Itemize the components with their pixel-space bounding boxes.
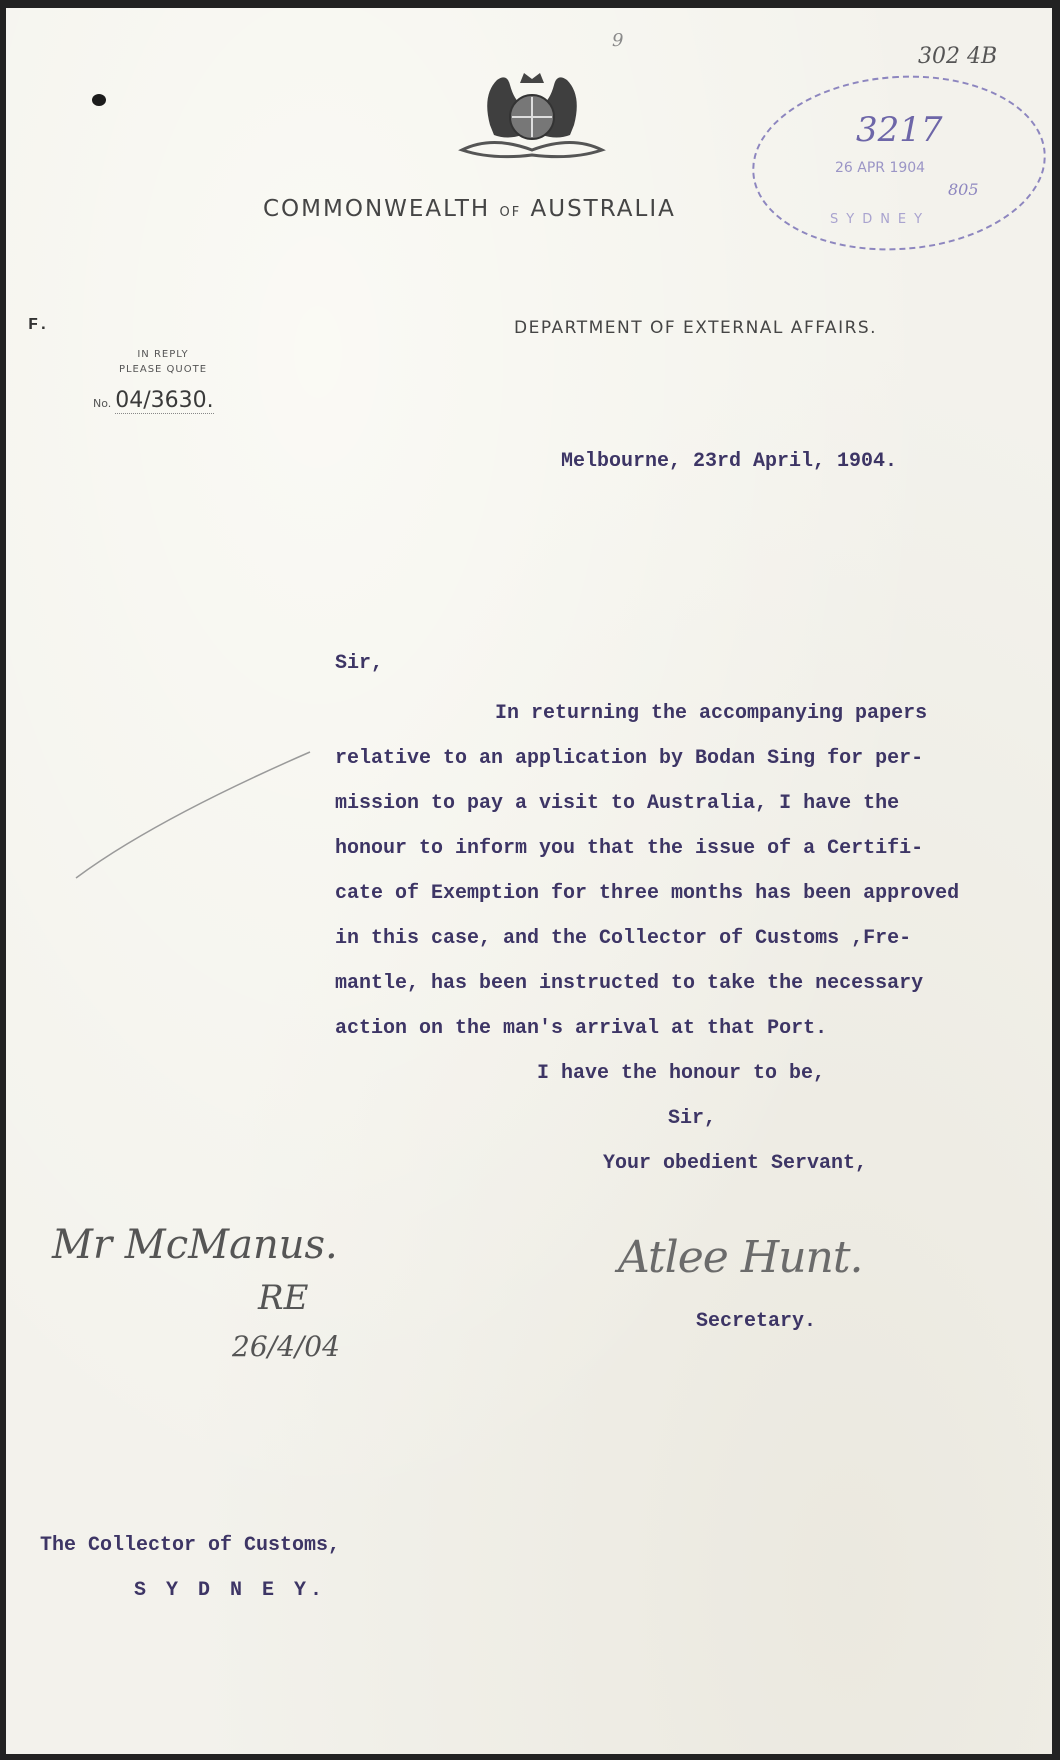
body-line-3: mission to pay a visit to Australia, I have the: [335, 792, 900, 815]
coat-of-arms-icon: [452, 55, 612, 165]
stamp-extra: 805: [948, 180, 979, 199]
scan-edge-right: [1052, 0, 1060, 1760]
letterhead-of: OF: [499, 205, 522, 220]
reply-line-2: PLEASE QUOTE: [118, 364, 208, 375]
body-line-8: action on the man's arrival at that Port.: [335, 1017, 828, 1040]
closing-line-2: Sir,: [668, 1107, 717, 1130]
letterhead-australia: AUSTRALIA: [530, 196, 676, 222]
date-line: Melbourne, 23rd April, 1904.: [561, 450, 898, 473]
file-annotation: 302 4B: [918, 44, 998, 69]
marginal-note-line-2: RE: [258, 1278, 309, 1318]
marginal-note-line-3: 26/4/04: [232, 1330, 340, 1363]
addressee-line-1: The Collector of Customs,: [40, 1534, 341, 1557]
pencil-stroke: [74, 750, 314, 880]
scan-edge-top: [0, 0, 1060, 8]
addressee-line-2: S Y D N E Y.: [134, 1579, 327, 1602]
punch-hole-mark: [92, 94, 106, 106]
reply-ref-number: 04/3630.: [115, 388, 214, 413]
body-line-2: relative to an application by Bodan Sing for per-: [335, 747, 924, 770]
body-line-4: honour to inform you that the issue of a Certifi-: [335, 837, 924, 860]
scan-edge-bottom: [0, 1754, 1060, 1760]
department-name: DEPARTMENT OF EXTERNAL AFFAIRS.: [514, 318, 878, 338]
reply-number: [93, 388, 214, 413]
body-line-5: cate of Exemption for three months has been approved: [335, 882, 960, 905]
signatory-title: Secretary.: [696, 1310, 817, 1333]
marginal-note-line-1: Mr McManus.: [52, 1222, 338, 1268]
body-line-6: in this case, and the Collector of Customs ,Fre-: [335, 927, 912, 950]
reply-no-label: No.: [93, 397, 112, 410]
stamp-number: 3217: [856, 110, 943, 150]
folio-number: 9: [612, 30, 624, 51]
letterhead-left-mark: F.: [28, 316, 49, 335]
closing-line-3: Your obedient Servant,: [603, 1152, 868, 1175]
scan-edge-left: [0, 0, 6, 1760]
body-line-1: In returning the accompanying papers: [495, 702, 928, 725]
reply-line-1: IN REPLY: [137, 349, 189, 360]
stamp-date: 26 APR 1904: [835, 160, 926, 176]
salutation: Sir,: [335, 652, 384, 675]
signature: Atlee Hunt.: [618, 1232, 863, 1283]
letterhead-title: [263, 196, 676, 222]
closing-line-1: I have the honour to be,: [537, 1062, 826, 1085]
letterhead-commonwealth: COMMONWEALTH: [263, 196, 491, 222]
body-line-7: mantle, has been instructed to take the necessary: [335, 972, 924, 995]
stamp-place: SYDNEY: [830, 212, 931, 227]
